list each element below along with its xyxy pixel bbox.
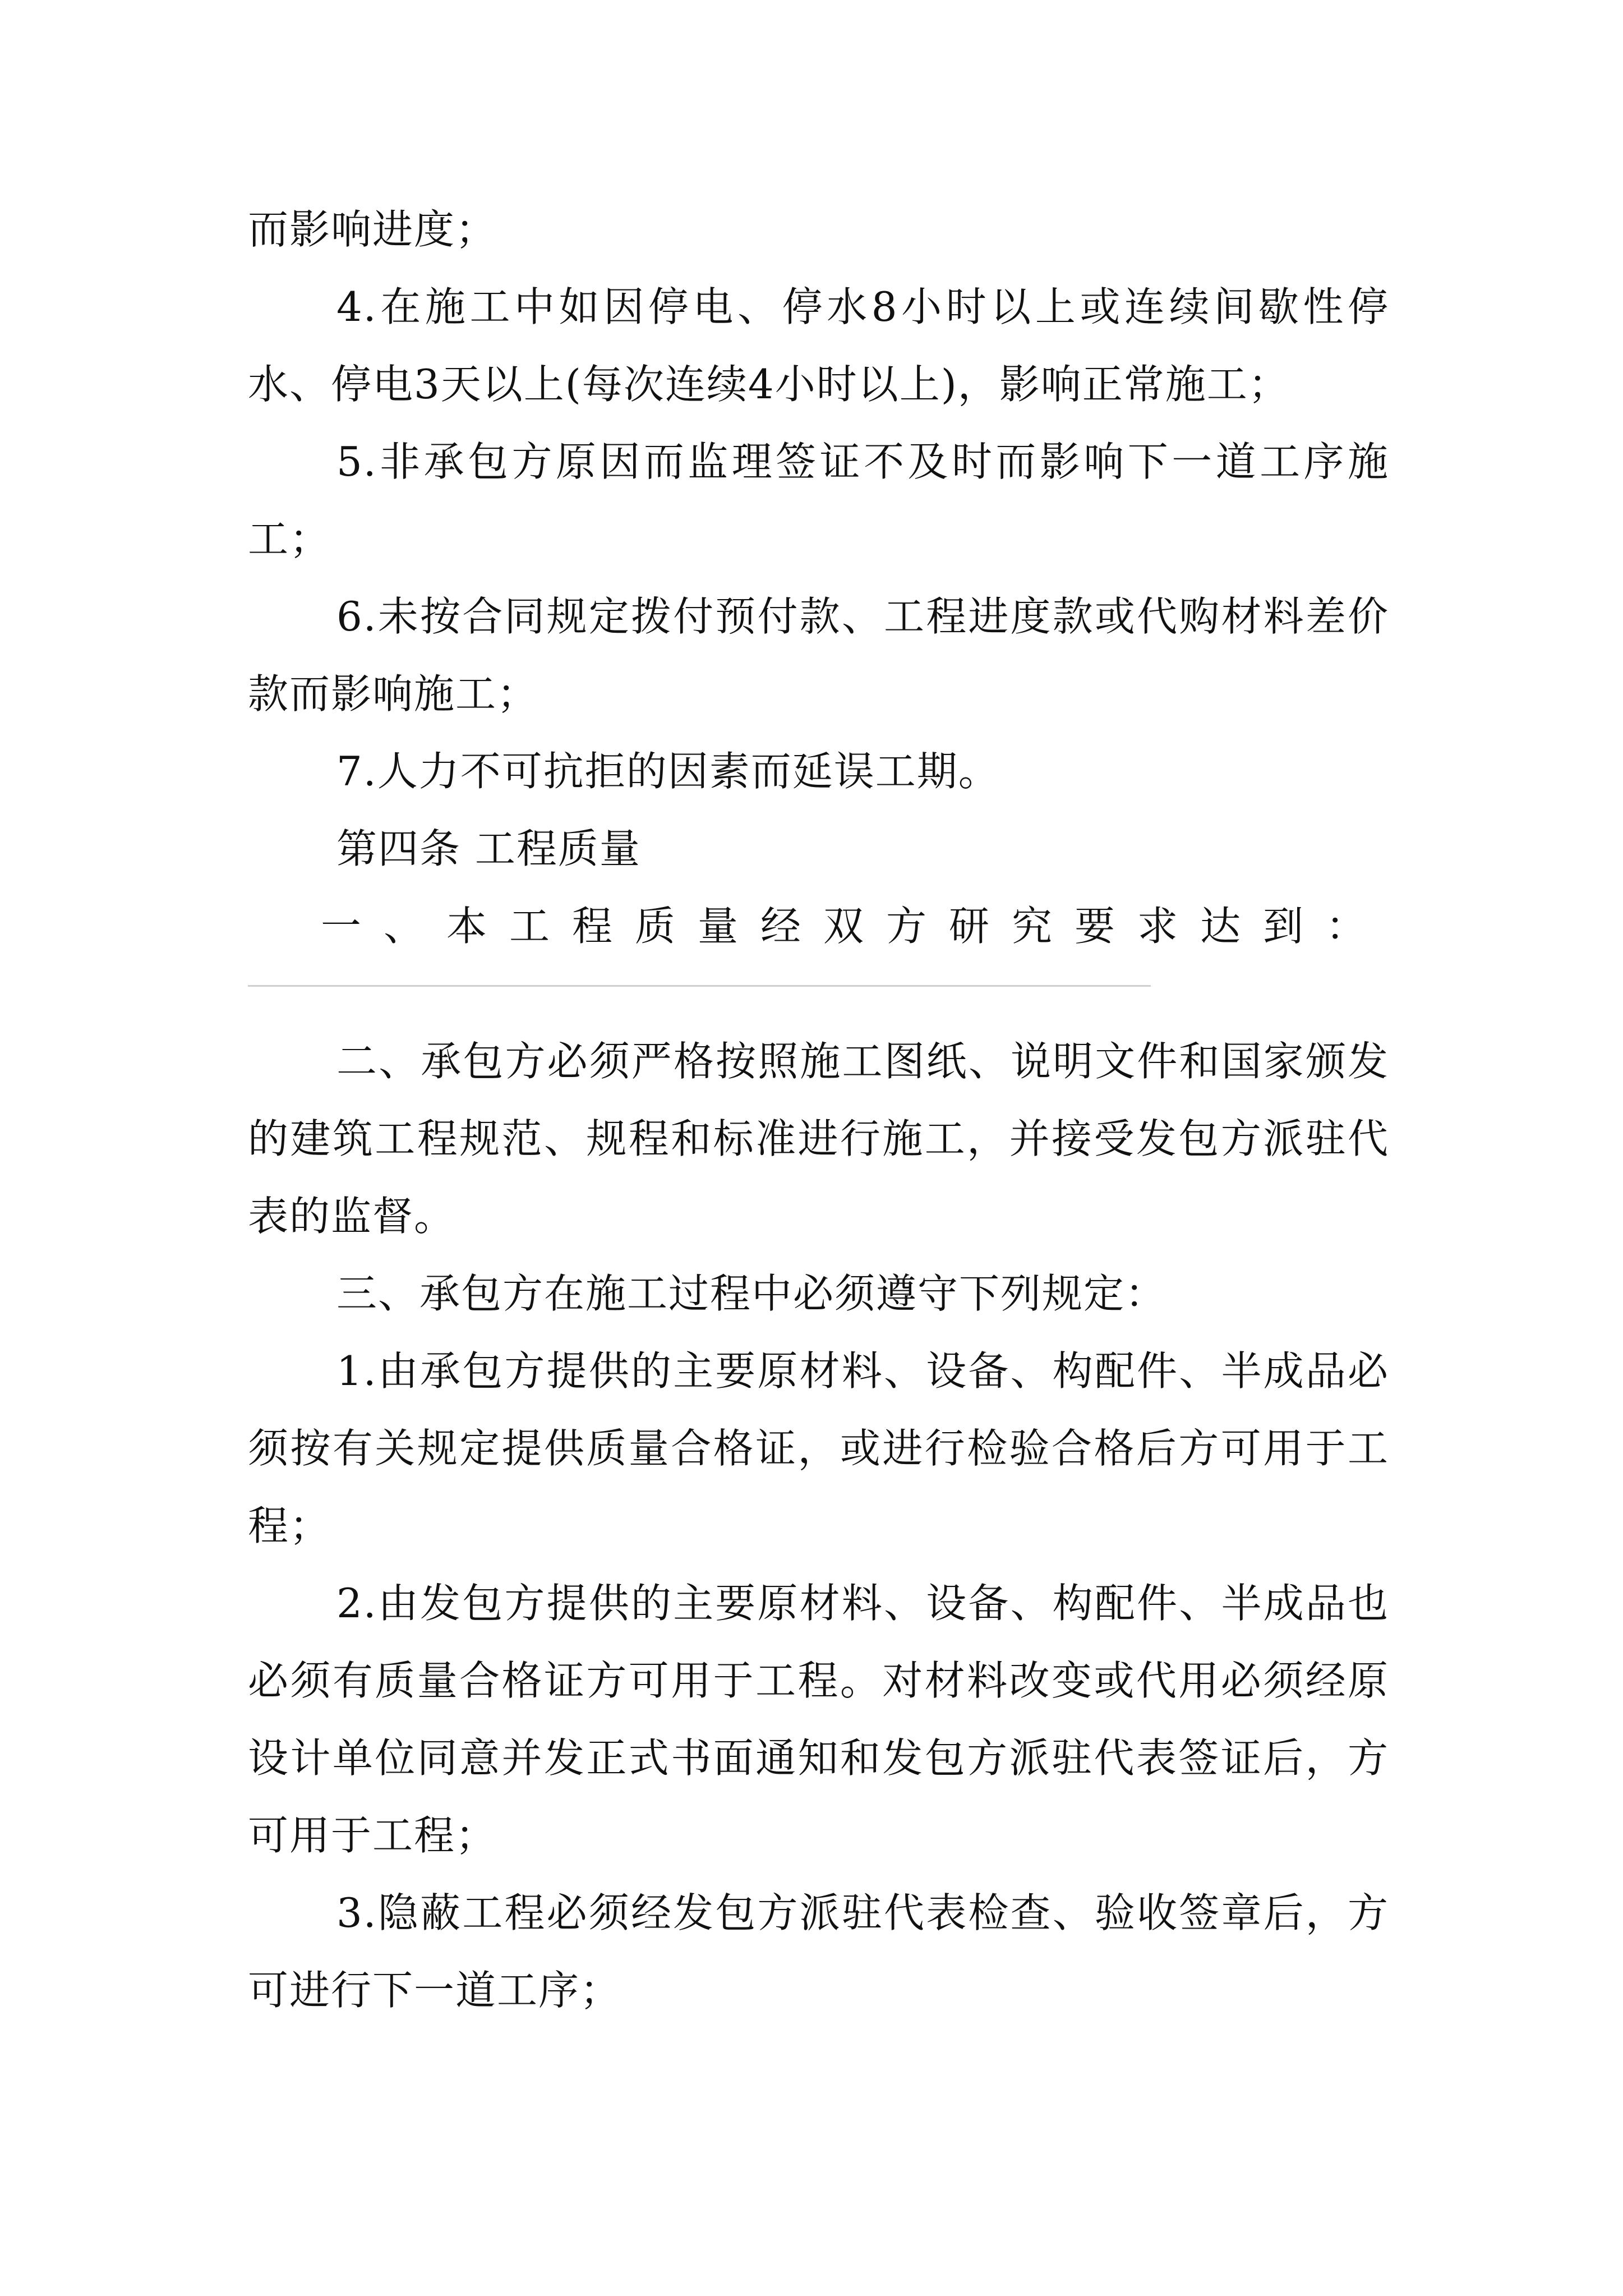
paragraph-clause-3: 三、承包方在施工过程中必须遵守下列规定： xyxy=(336,1270,1167,1317)
fill-in-blank-line xyxy=(248,985,1151,989)
paragraph-rule-1: 1.由承包方提供的主要原材料、设备、构配件、半成品必须按有关规定提供质量合格证，或进行检验合格后方可用于工程； xyxy=(248,1347,1389,1549)
paragraph-item-7: 7.人力不可抗拒的因素而延误工期。 xyxy=(336,748,1000,795)
paragraph-item-6: 6.未按合同规定拨付预付款、工程进度款或代购材料差价款而影响施工； xyxy=(248,593,1389,717)
section-heading-article-4: 第四条 工程质量 xyxy=(336,825,641,872)
paragraph-item-5: 5.非承包方原因而监理签证不及时而影响下一道工序施工； xyxy=(248,438,1389,563)
paragraph-rule-2: 2.由发包方提供的主要原材料、设备、构配件、半成品也必须有质量合格证方可用于工程。对材料改变或代用必须经原设计单位同意并发正式书面通知和发包方派驻代表签证后，方可用于工程； xyxy=(248,1580,1389,1859)
paragraph-quality-requirement: 一、本工程质量经双方研究要求达到： xyxy=(321,903,1389,950)
paragraph-continuation: 而影响进度； xyxy=(248,206,497,253)
paragraph-item-4: 4.在施工中如因停电、停水8小时以上或连续间歇性停水、停电3天以上(每次连续4小时以上)，影响正常施工； xyxy=(248,283,1389,408)
paragraph-clause-2: 二、承包方必须严格按照施工图纸、说明文件和国家颁发的建筑工程规范、规程和标准进行施工，并接受发包方派驻代表的监督。 xyxy=(248,1038,1389,1240)
paragraph-rule-3: 3.隐蔽工程必须经发包方派驻代表检查、验收签章后，方可进行下一道工序； xyxy=(248,1889,1389,2014)
document-body xyxy=(248,191,1389,2029)
